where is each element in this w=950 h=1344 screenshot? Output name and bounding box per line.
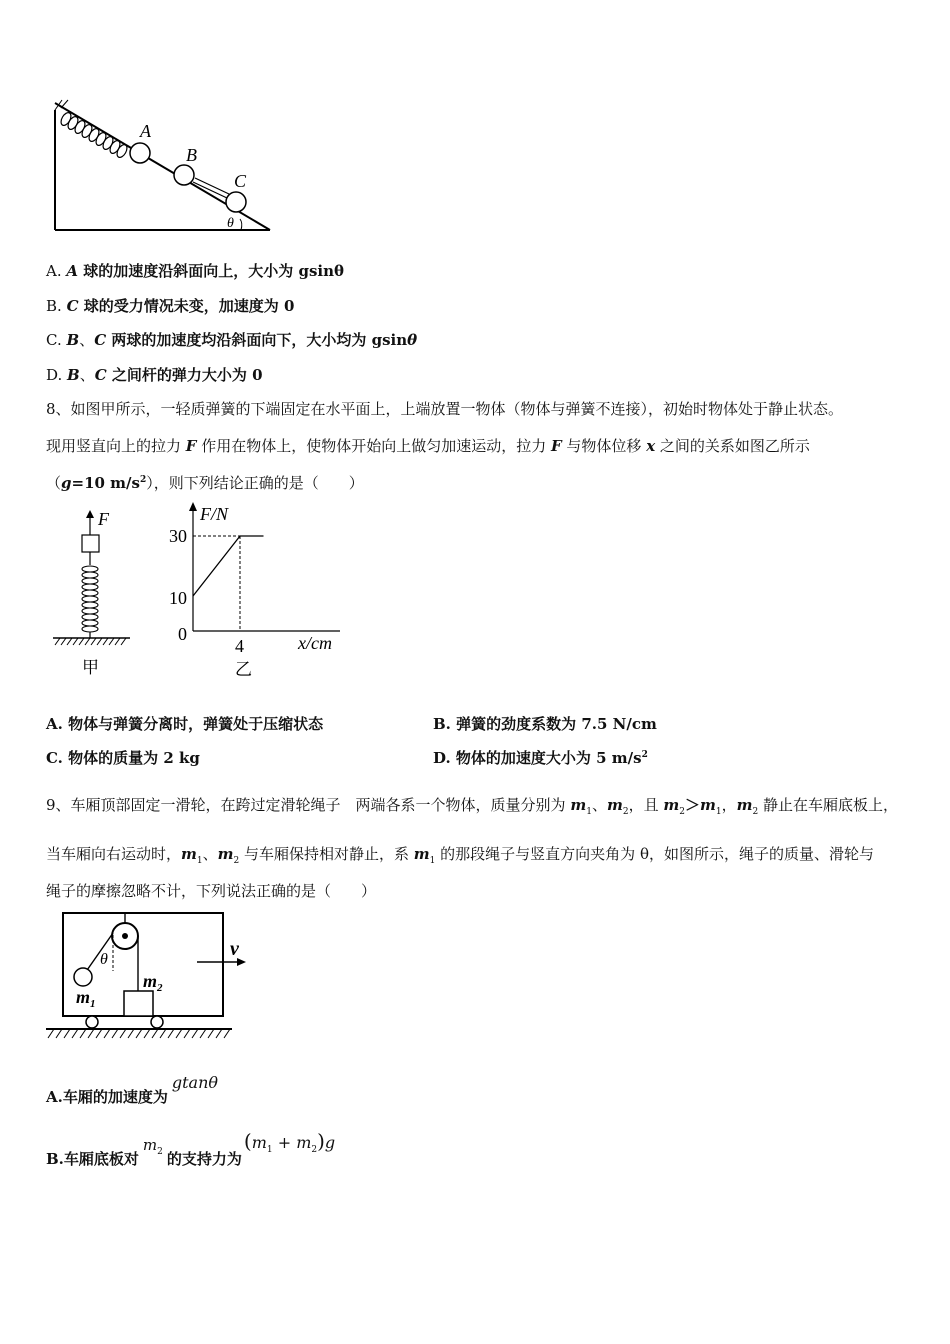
label-m1: $m_1$ — [76, 987, 96, 1010]
ball-c — [226, 192, 246, 212]
var-sub: 1 — [715, 807, 722, 817]
option-prefix: B. — [46, 297, 62, 315]
var-sub: 1 — [586, 807, 592, 817]
formula-paren: ) — [317, 1129, 325, 1153]
formula-plus: + — [272, 1133, 297, 1152]
var-sub: 2 — [752, 807, 759, 817]
var-sub: 2 — [679, 807, 685, 817]
label-a: A — [140, 121, 151, 141]
q8-option-d[interactable] — [433, 747, 648, 768]
stem-text: 的那段绳子与竖直方向夹角为 θ，如图所示，绳子的质量、滑轮与 — [435, 845, 874, 863]
option-var: C — [66, 297, 79, 315]
var-m: m — [142, 1136, 158, 1154]
wheel-right — [151, 1016, 163, 1028]
option-text: 球的受力情况未变，加速度为 0 — [78, 297, 295, 315]
q7-option-b[interactable] — [46, 295, 294, 316]
option-formula: gtanθ — [171, 1073, 219, 1092]
stem-text: =10 m/s — [71, 474, 140, 492]
var-f: F — [185, 437, 197, 455]
stem-text: 之间的关系如图乙所示 — [655, 437, 810, 455]
option-var: C — [94, 331, 107, 349]
option-prefix: C. — [46, 331, 62, 349]
tick-label-x-4: 4 — [235, 636, 244, 656]
var-m: m — [736, 796, 753, 814]
tick-label-origin: 0 — [178, 624, 187, 644]
option-sep: 、 — [79, 331, 95, 349]
var-sub: 2 — [233, 856, 240, 866]
mass-m2 — [124, 991, 153, 1016]
stem-text: （ — [46, 474, 62, 492]
var-m: m — [570, 796, 587, 814]
var-f: F — [550, 437, 562, 455]
var-sub: 1 — [266, 1145, 273, 1156]
var-m: m — [251, 1133, 267, 1152]
stem-sep: 、 — [202, 845, 218, 863]
var-m: m — [296, 1133, 312, 1152]
option-var: A — [66, 262, 79, 280]
var-sub: 2 — [311, 1145, 318, 1156]
q7-option-d[interactable] — [46, 364, 263, 385]
option-theta: θ — [407, 331, 418, 349]
stem-text: 与车厢保持相对静止，系 — [239, 845, 414, 863]
q8-option-c[interactable]: C. 物体的质量为 2 kg — [46, 749, 200, 767]
var-m: m — [699, 796, 716, 814]
option-sup: 2 — [641, 750, 648, 760]
var-g: g — [61, 474, 72, 492]
var-x: x — [646, 437, 656, 455]
stem-sup: 2 — [139, 475, 147, 485]
stem-sep: 、 — [591, 796, 607, 814]
tick-label-y-10: 10 — [169, 588, 187, 608]
stem-text: 当车厢向右运动时， — [46, 845, 182, 863]
option-sep: 、 — [79, 366, 95, 384]
tick-label-y-30: 30 — [169, 526, 187, 546]
force-line — [193, 536, 264, 596]
ball-b — [174, 165, 194, 185]
option-text: 的支持力为 — [166, 1150, 242, 1168]
var-g: g — [324, 1133, 336, 1152]
stem-text: 与物体位移 — [561, 437, 647, 455]
option-text: 之间杆的弹力大小为 0 — [106, 366, 263, 384]
option-formula — [243, 1129, 336, 1156]
option-prefix: D. — [46, 366, 63, 384]
var-m: m — [606, 796, 623, 814]
stem-text: 现用竖直向上的拉力 — [46, 437, 186, 455]
option-text: 两球的加速度均沿斜面向下，大小均为 gsin — [106, 331, 408, 349]
formula-paren: ( — [243, 1129, 252, 1153]
mass-m1 — [74, 968, 92, 986]
var-sub: 1 — [429, 856, 436, 866]
q8-stem-line1: 8、如图甲所示，一轻质弹簧的下端固定在水平面上，上端放置一物体（物体与弹簧不连接），初始时物体处于静止状态。 — [46, 400, 844, 418]
var-sub: 2 — [622, 807, 629, 817]
label-v: v — [230, 938, 239, 960]
option-prefix: A. — [46, 262, 62, 280]
option-text: B.车厢底板对 — [46, 1150, 139, 1168]
q9-option-b[interactable] — [46, 1131, 335, 1171]
option-var: C — [94, 366, 107, 384]
ball-a — [130, 143, 150, 163]
label-c: C — [234, 171, 247, 191]
q9-stem-line1 — [46, 794, 898, 817]
wheel-left — [86, 1016, 98, 1028]
stem-text: ， — [721, 796, 737, 814]
q8-option-a[interactable]: A. 物体与弹簧分离时，弹簧处于压缩状态 — [46, 715, 324, 733]
incline-figure — [40, 95, 285, 240]
caption-yi: 乙 — [235, 660, 252, 679]
label-b: B — [186, 145, 197, 165]
stem-text: ，且 — [628, 796, 664, 814]
label-theta: θ — [100, 951, 108, 968]
spring-figure — [45, 505, 145, 680]
q9-option-a[interactable] — [46, 1075, 218, 1115]
var-m: m — [181, 845, 197, 863]
option-text: A.车厢的加速度为 — [46, 1088, 168, 1106]
object-block — [82, 535, 99, 552]
q9-stem-line2 — [46, 843, 874, 866]
label-m2: $m_2$ — [143, 971, 163, 994]
var-sub: 2 — [157, 1147, 163, 1157]
x-axis-label: x/cm — [298, 633, 332, 653]
q7-option-a[interactable] — [46, 260, 344, 281]
force-label: F — [98, 509, 109, 529]
var-sub: 1 — [196, 856, 203, 866]
q9-stem-line3: 绳子的摩擦忽略不计，下列说法正确的是（ ） — [46, 882, 377, 900]
var-m: m — [217, 845, 234, 863]
y-axis-label: F/N — [200, 504, 229, 524]
var-m: m — [413, 845, 430, 863]
option-var-m2 — [142, 1136, 163, 1157]
stem-text: ＞ — [684, 796, 700, 814]
option-var: B — [67, 366, 80, 384]
stem-text: 静止在车厢底板上， — [758, 796, 898, 814]
q8-option-b[interactable]: B. 弹簧的劲度系数为 7.5 N/cm — [433, 715, 657, 733]
option-text: D. 物体的加速度大小为 5 m/s — [433, 749, 642, 767]
option-text: 球的加速度沿斜面向上，大小为 gsinθ — [78, 262, 345, 280]
stem-text: ），则下列结论正确的是（ ） — [146, 474, 364, 492]
caption-jia: 甲 — [82, 658, 99, 677]
force-displacement-chart — [160, 500, 360, 682]
stem-text: 9、车厢顶部固定一滑轮，在跨过定滑轮绳子 两端各系一个物体，质量分别为 — [46, 796, 571, 814]
label-theta: θ — [227, 216, 234, 231]
var-m: m — [663, 796, 680, 814]
q7-option-c[interactable] — [46, 329, 417, 350]
train-car-figure — [40, 905, 300, 1050]
q8-stem-line3 — [46, 472, 364, 493]
stem-text: 作用在物体上，使物体开始向上做匀加速运动，拉力 — [196, 437, 551, 455]
option-var: B — [66, 331, 80, 349]
q8-stem-line2 — [46, 435, 810, 456]
